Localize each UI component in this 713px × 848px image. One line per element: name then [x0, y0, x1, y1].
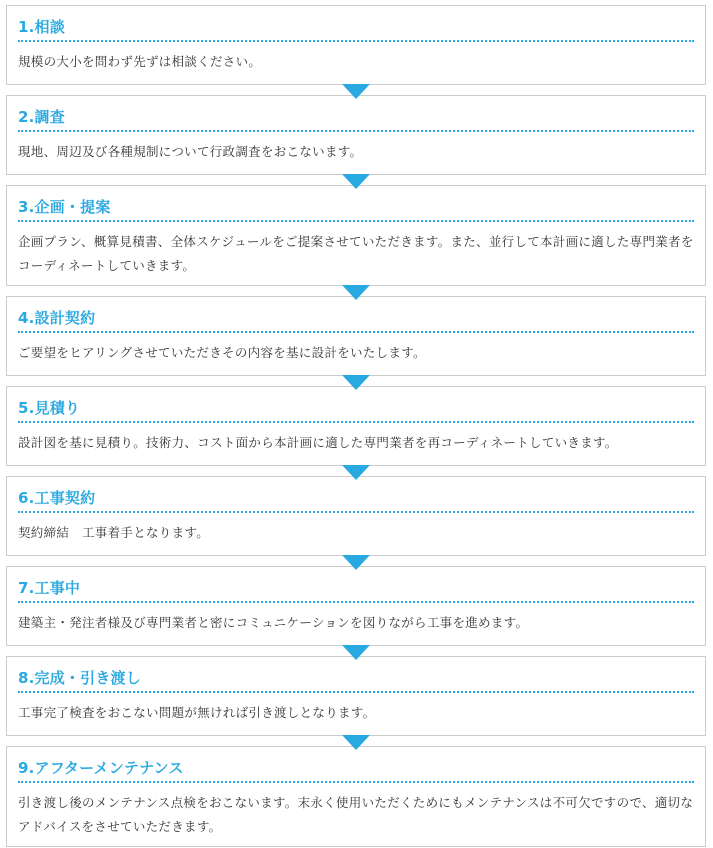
down-arrow-icon	[342, 735, 370, 750]
step-completion-handover	[6, 656, 706, 736]
step-description: 引き渡し後のメンテナンス点検をおこないます。末永く使用いただくためにもメンテナンスは不可欠ですので、適切なアドバイスをさせていただきます。	[18, 795, 694, 834]
step-description: 工事完了検査をおこない問題が無ければ引き渡しとなります。	[18, 705, 376, 720]
down-arrow-icon	[342, 645, 370, 660]
down-arrow-icon	[342, 375, 370, 390]
step-description: ご要望をヒアリングさせていただきその内容を基に設計をいたします。	[18, 345, 426, 360]
step-title: 2.調査	[18, 107, 694, 132]
down-arrow-icon	[342, 285, 370, 300]
step-title: 5.見積り	[18, 398, 694, 423]
down-arrow-icon	[342, 174, 370, 189]
step-title: 9.アフターメンテナンス	[18, 758, 694, 783]
step-title: 4.設計契約	[18, 308, 694, 333]
step-title: 8.完成・引き渡し	[18, 668, 694, 693]
step-construction-contract	[6, 476, 706, 556]
step-description: 現地、周辺及び各種規制について行政調査をおこないます。	[18, 144, 363, 159]
step-description: 規模の大小を問わず先ずは相談ください。	[18, 54, 262, 69]
step-under-construction	[6, 566, 706, 646]
step-title: 7.工事中	[18, 578, 694, 603]
step-description: 設計図を基に見積り。技術力、コスト面から本計画に適した専門業者を再コーディネートしていきます。	[18, 435, 618, 450]
step-description: 契約締結 工事着手となります。	[18, 525, 210, 540]
step-planning-proposal	[6, 185, 706, 286]
step-consultation	[6, 5, 706, 85]
step-survey	[6, 95, 706, 175]
down-arrow-icon	[342, 84, 370, 99]
step-after-maintenance	[6, 746, 706, 847]
down-arrow-icon	[342, 555, 370, 570]
step-estimate	[6, 386, 706, 466]
step-title: 1.相談	[18, 17, 694, 42]
step-design-contract	[6, 296, 706, 376]
step-description: 建築主・発注者様及び専門業者と密にコミュニケーションを図りながら工事を進めます。	[18, 615, 529, 630]
step-title: 3.企画・提案	[18, 197, 694, 222]
down-arrow-icon	[342, 465, 370, 480]
step-description: 企画プラン、概算見積書、全体スケジュールをご提案させていただきます。また、並行して本計画に適した専門業者をコーディネートしていきます。	[18, 234, 694, 273]
step-title: 6.工事契約	[18, 488, 694, 513]
